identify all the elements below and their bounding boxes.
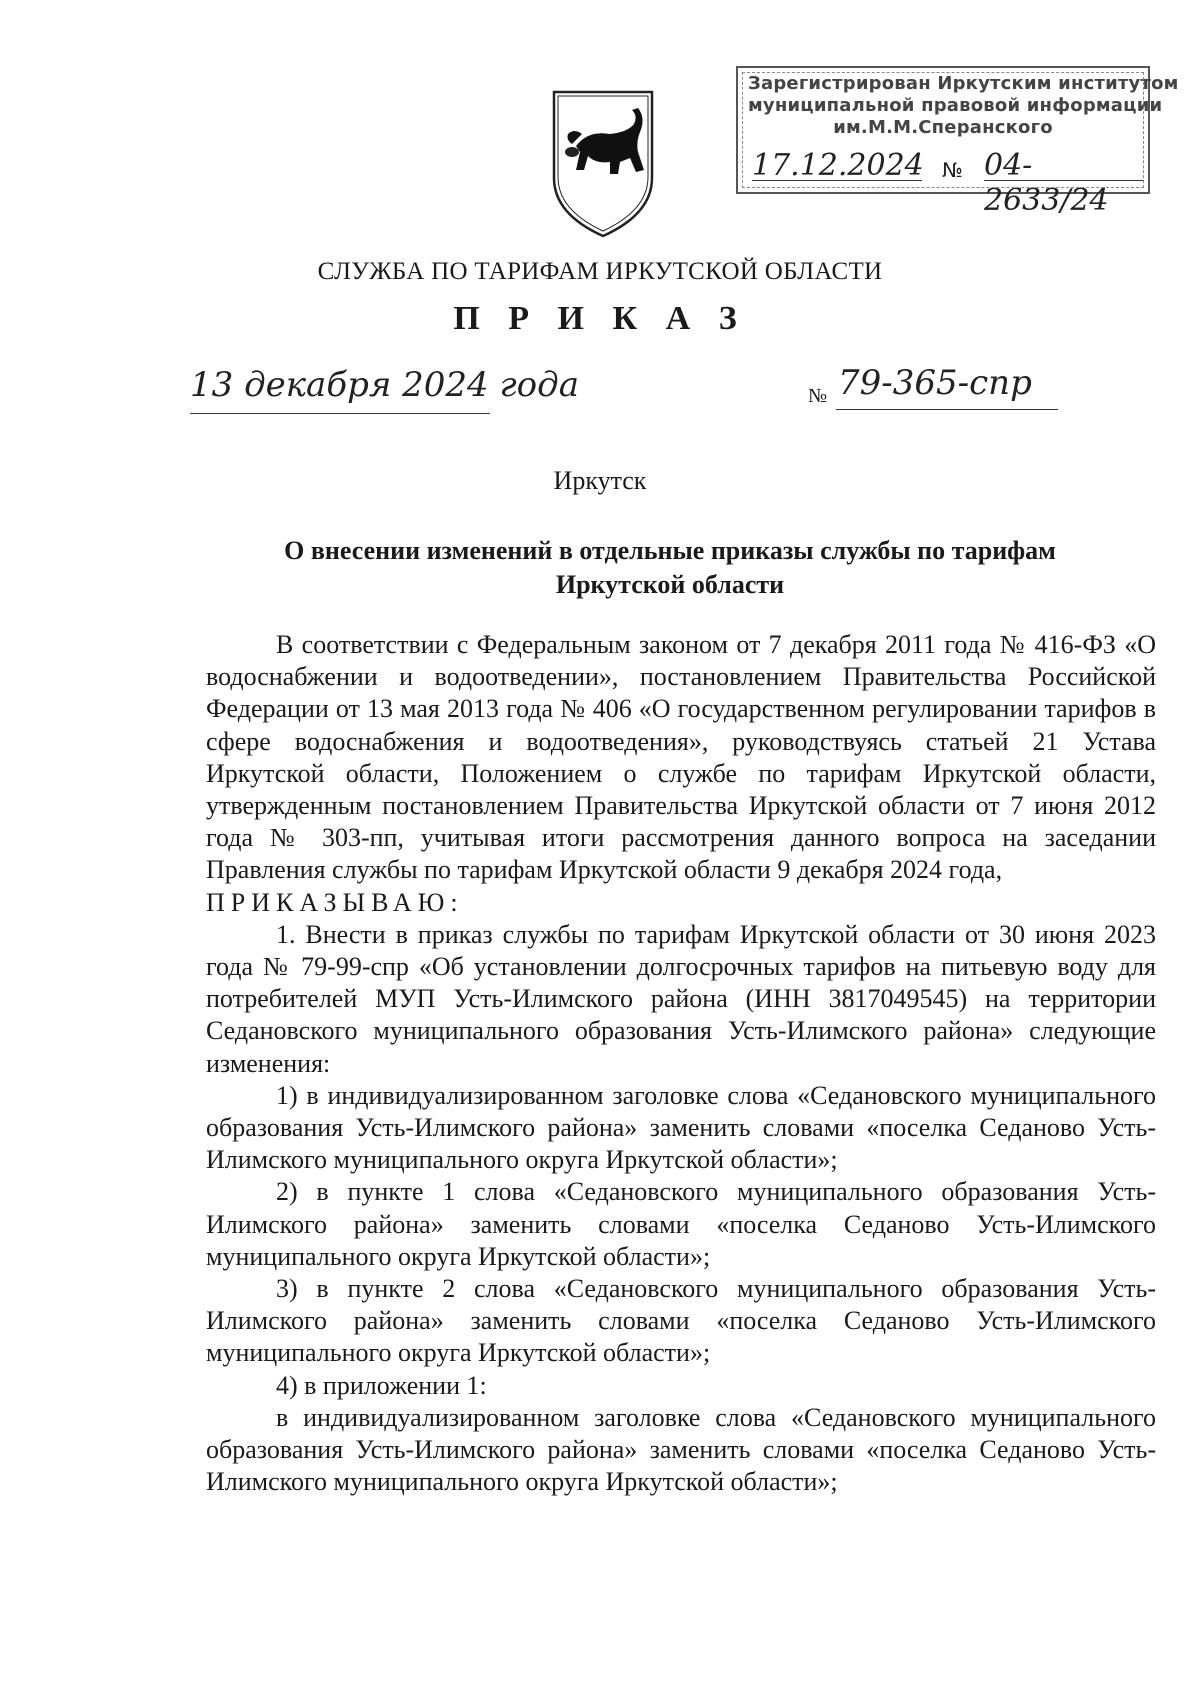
- stamp-date: 17.12.2024: [752, 148, 924, 183]
- order-date: 13 декабря 2024 года: [190, 365, 579, 405]
- document-heading: [230, 534, 1110, 602]
- stamp-number: 04-2633/24: [984, 148, 1109, 218]
- heading-line-2: Иркутской области: [555, 570, 785, 599]
- stamp-number-underline: [984, 180, 1144, 181]
- order-number: 79-365-спр: [838, 363, 1032, 403]
- document-body: [206, 629, 1156, 1498]
- subclause-3-paragraph: 3) в пункте 2 слова «Седановского муниципального образования Усть-Илимского района» заменить словами «поселка Седаново Усть-Илимского муниципального округа Иркутской области»;: [206, 1274, 1156, 1368]
- order-word: ПРИКАЗЫВАЮ:: [206, 887, 464, 917]
- agency-name: СЛУЖБА ПО ТАРИФАМ ИРКУТСКОЙ ОБЛАСТИ: [317, 258, 883, 285]
- stamp-number-label: №: [942, 158, 963, 182]
- preamble-paragraph: В соответствии с Федеральным законом от 7 декабря 2011 года № 416-ФЗ «О водоснабжении и водоотведении», постановлением Правительства Российской Федерации от 13 мая 2013 года № 406 «О государственном регулировании тарифов в сфере водоснабжения и водоотведения», руководствуясь статьей 21 Устава Иркутской области, Положением о службе по тарифам Иркутской области, утвержденным постановлением Правительства Иркутской области от 7 июня 2012 года № 303-пп, учитывая итоги рассмотрения данного вопроса на заседании Правления службы по тарифам Иркутской области 9 декабря 2024 года,: [206, 630, 1156, 885]
- order-number-label: №: [808, 385, 828, 407]
- city-name: Иркутск: [553, 466, 647, 495]
- order-number-underline: [836, 409, 1058, 410]
- heading-line-1: О внесении изменений в отдельные приказы службы по тарифам: [284, 536, 1056, 565]
- clause-1-paragraph: 1. Внести в приказ службы по тарифам Иркутской области от 30 июня 2023 года № 79-99-спр «Об установлении долгосрочных тарифов на питьевую воду для потребителей МУП Усть-Илимского района (ИНН 3817049545) на территории Седановского муниципального образования Усть-Илимского района» следующие изменения:: [206, 919, 1156, 1078]
- registration-stamp: [736, 66, 1179, 218]
- irkutsk-coat-of-arms-icon: [548, 86, 658, 240]
- order-date-underline: [190, 413, 490, 414]
- stamp-line-2: муниципальной правовой информации: [748, 95, 1163, 116]
- subclause-4-paragraph: 4) в приложении 1:: [276, 1370, 487, 1400]
- document-type-title: П Р И К А З: [453, 300, 747, 337]
- stamp-line-3: им.М.М.Сперанского: [833, 117, 1053, 138]
- subclause-2-paragraph: 2) в пункте 1 слова «Седановского муниципального образования Усть-Илимского района» заменить словами «поселка Седаново Усть-Илимского муниципального округа Иркутской области»;: [206, 1177, 1156, 1271]
- stamp-date-underline: [752, 180, 922, 181]
- stamp-handwritten-row: [752, 148, 1138, 218]
- appendix-heading-paragraph: в индивидуализированном заголовке слова «Седановского муниципального образования Усть-Илимского района» заменить словами «поселка Седаново Усть-Илимского муниципального округа Иркутской области»;: [206, 1402, 1156, 1497]
- stamp-line-1: Зарегистрирован Иркутским институтом: [748, 73, 1179, 94]
- subclause-1-paragraph: 1) в индивидуализированном заголовке слова «Седановского муниципального образования Усть-Илимского района» заменить словами «поселка Седаново Усть-Илимского муниципального округа Иркутской области»;: [206, 1080, 1156, 1175]
